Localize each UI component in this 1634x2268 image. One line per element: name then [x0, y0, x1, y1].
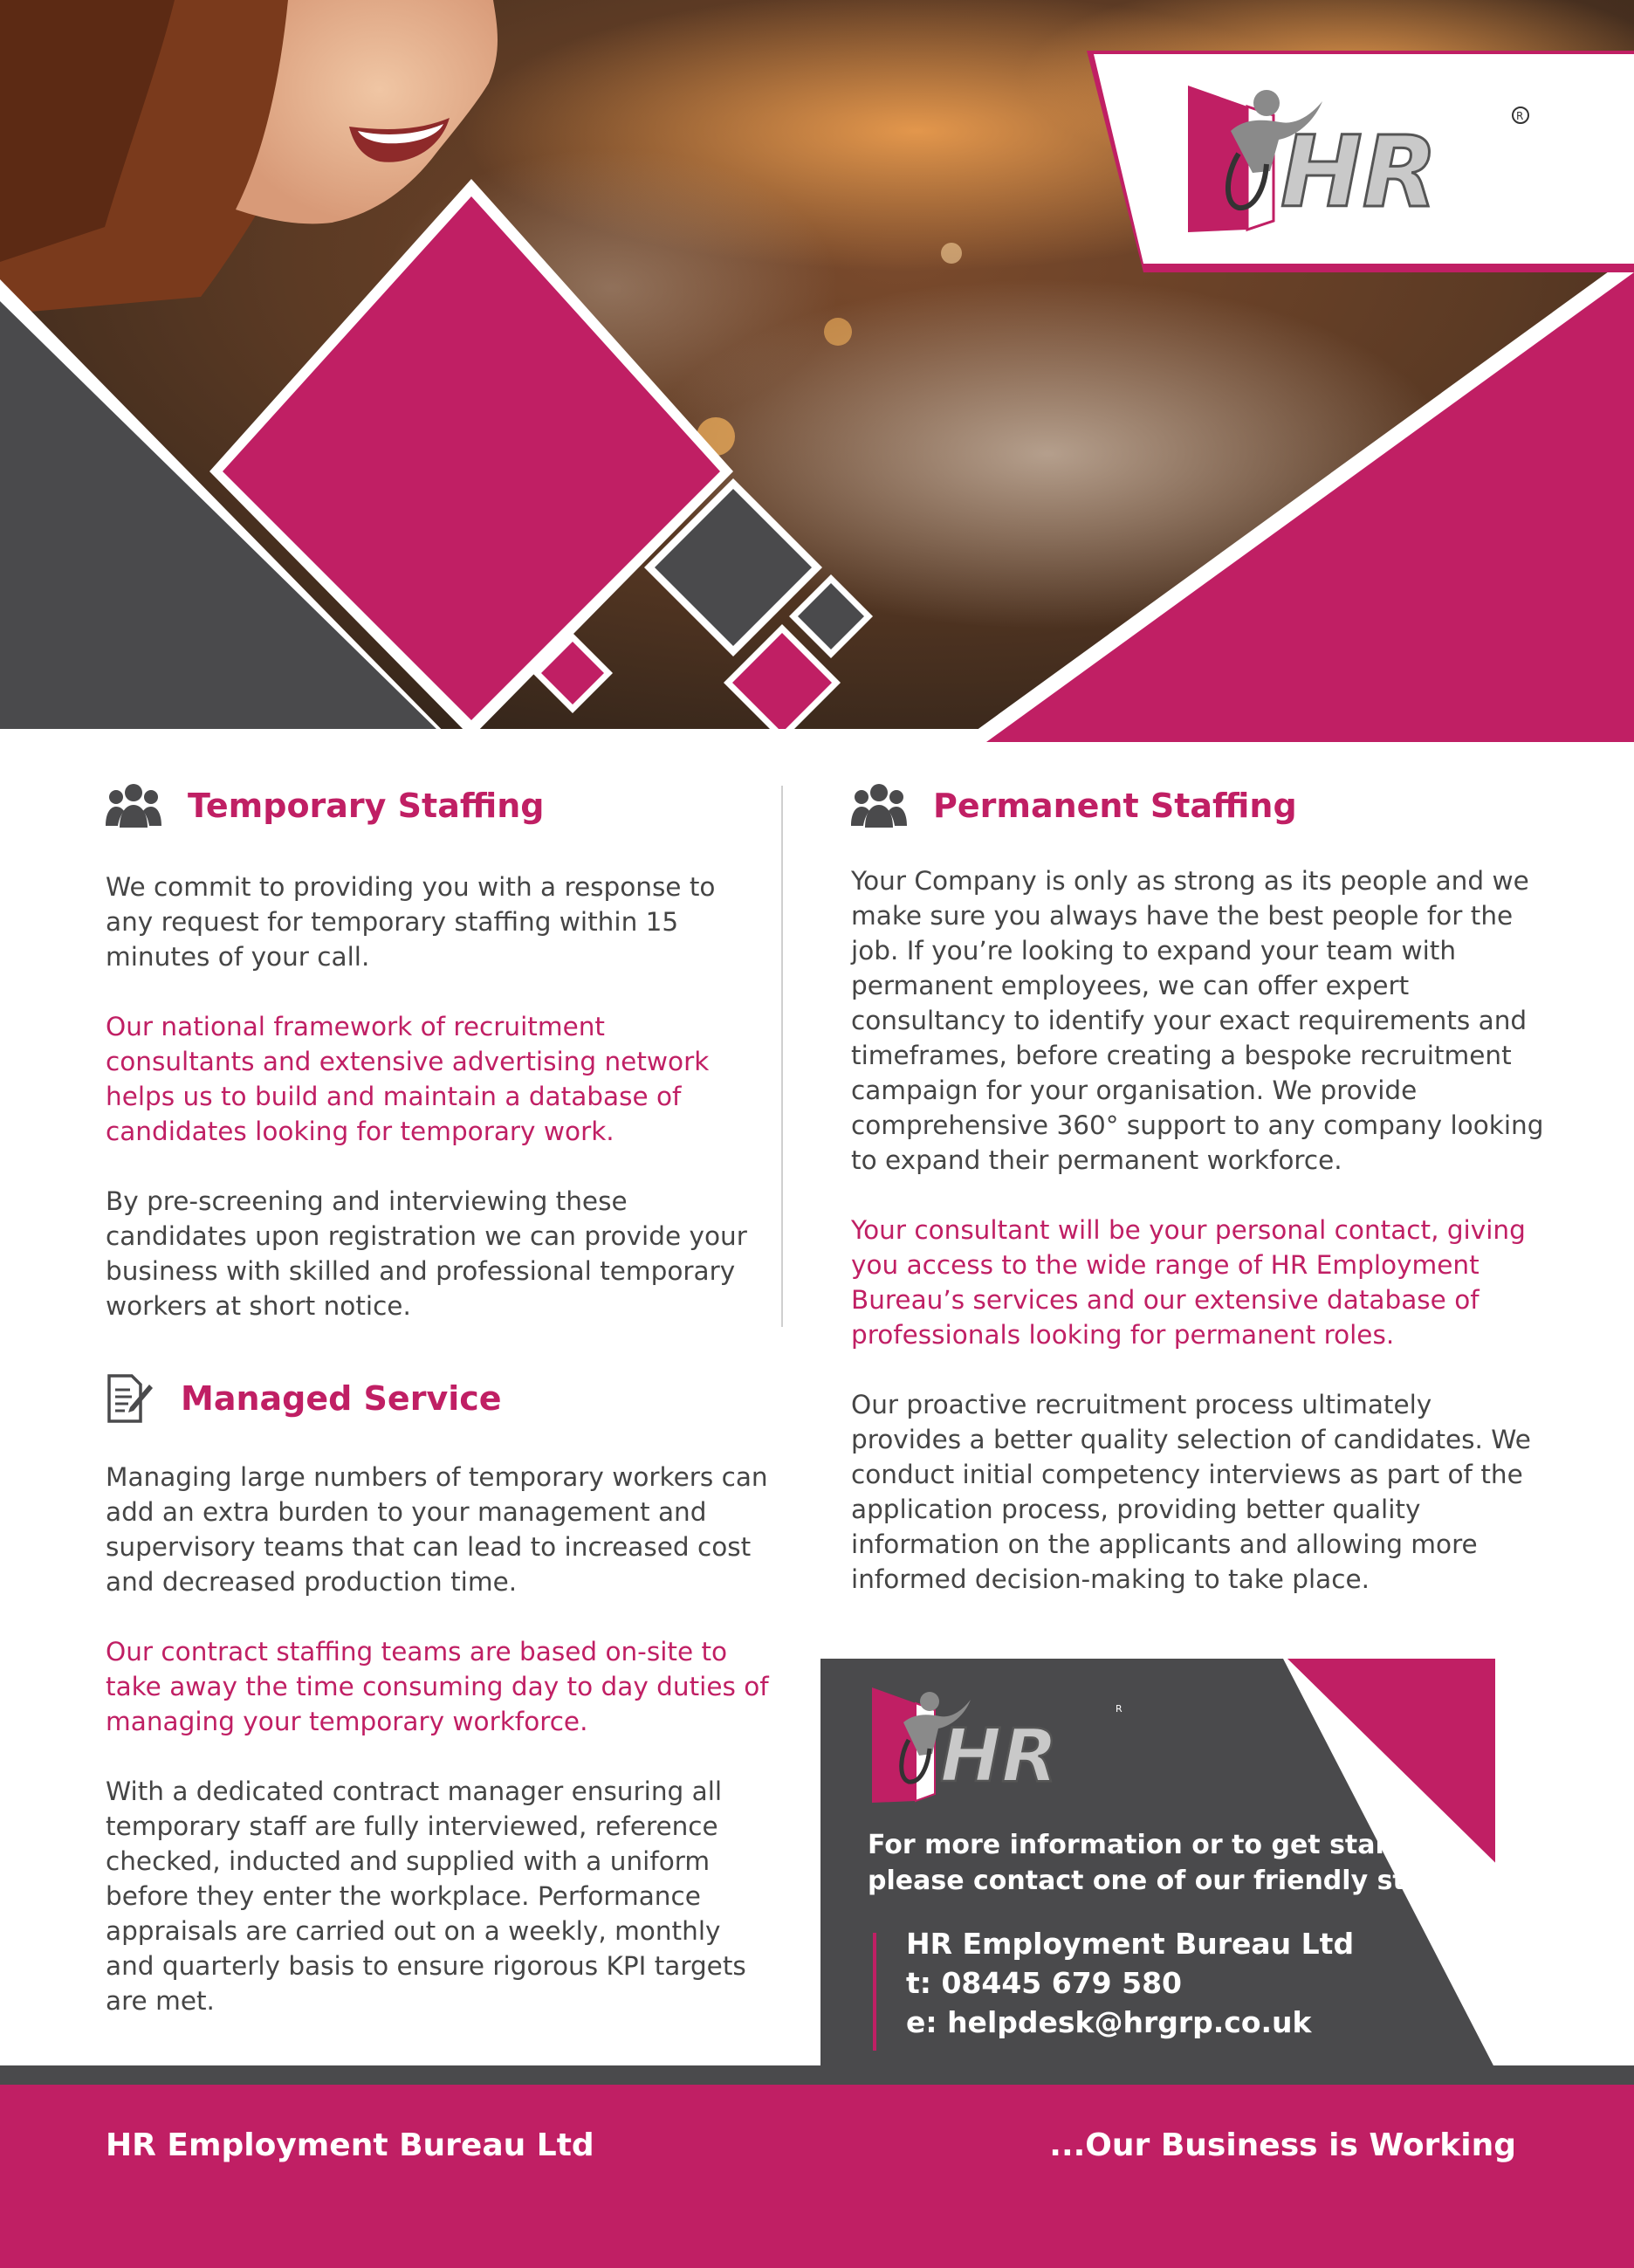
contact-box: [820, 1659, 1495, 2069]
temporary-staffing-title: Temporary Staffing: [188, 787, 545, 825]
contact-company: HR Employment Bureau Ltd: [906, 1927, 1355, 1961]
temporary-staffing-heading: [106, 782, 544, 829]
footer-divider: [0, 2065, 1634, 2085]
managed-service-heading: [106, 1372, 502, 1425]
svg-text:R: R: [1516, 110, 1524, 122]
svg-text:R: R: [1116, 1703, 1123, 1715]
contact-details: [906, 1924, 1354, 2042]
temporary-paragraph-2: Our national framework of recruitment consultants and extensive advertising network helps us to build and maintain a database of candidates looking for temporary work.: [106, 1012, 710, 1146]
contact-lead-text: [868, 1827, 1454, 1899]
people-icon: [851, 782, 907, 829]
temporary-staffing-body: [106, 869, 752, 1358]
permanent-staffing-heading: [851, 782, 1297, 829]
column-divider: [781, 786, 783, 1327]
footer-company-name: HR Employment Bureau Ltd: [106, 2127, 594, 2163]
contact-phone[interactable]: t: 08445 679 580: [906, 1966, 1183, 2000]
svg-text:HR: HR: [940, 1713, 1058, 1798]
people-icon: [106, 782, 161, 829]
managed-paragraph-1: Managing large numbers of temporary workers can add an extra burden to your management and supervisory teams that can lead to increased cost and decreased production time.: [106, 1462, 768, 1597]
document-pen-icon: [106, 1372, 154, 1425]
managed-service-body: [106, 1460, 769, 2053]
temporary-paragraph-1: We commit to providing you with a response to any request for temporary staffing within 15 minutes of your call.: [106, 872, 716, 972]
permanent-staffing-body: [851, 863, 1549, 1632]
hero-banner: [0, 0, 1634, 742]
footer: [0, 2085, 1634, 2268]
contact-email[interactable]: e: helpdesk@hrgrp.co.uk: [906, 2005, 1312, 2039]
contact-lead-line-1: For more information or to get started,: [868, 1830, 1447, 1860]
footer-tagline: ...Our Business is Working: [1049, 2127, 1516, 2163]
contact-hr-logo: [868, 1680, 1130, 1811]
hr-logo: [1183, 77, 1541, 243]
managed-service-title: Managed Service: [181, 1379, 502, 1418]
temporary-paragraph-3: By pre-screening and interviewing these candidates upon registration we can provide your business with skilled and professional temporary workers at short notice.: [106, 1186, 747, 1321]
contact-lead-line-2: please contact one of our friendly staff.: [868, 1866, 1454, 1896]
permanent-paragraph-2: Your consultant will be your personal contact, giving you access to the wide range of HR Employment Bureau’s services and our extensive database of professionals looking for permanent roles.: [851, 1215, 1526, 1350]
managed-paragraph-2: Our contract staffing teams are based on-site to take away the time consuming day to day duties of managing your temporary workforce.: [106, 1637, 769, 1736]
contact-accent-bar: [873, 1933, 876, 2051]
managed-paragraph-3: With a dedicated contract manager ensuring all temporary staff are fully interviewed, reference checked, inducted and supplied with a uniform before they enter the workplace. Performance appraisals are carried out on a weekly, monthly and quarterly basis to ensure rigorous KPI targets are met.: [106, 1777, 746, 2016]
permanent-paragraph-3: Our proactive recruitment process ultimately provides a better quality selection of candidates. We conduct initial competency interviews as part of the application process, providing better quality information on the applicants and allowing more informed decision-making to take place.: [851, 1390, 1531, 1594]
permanent-paragraph-1: Your Company is only as strong as its people and we make sure you always have the best people for the job. If you’re looking to expand your team with permanent employees, we can offer expert consultancy to identify your exact requirements and timeframes, before creating a bespoke recruitment campaign for your organisation. We provide comprehensive 360° support to any company looking to expand their permanent workforce.: [851, 866, 1544, 1175]
svg-text:HR: HR: [1280, 116, 1438, 230]
permanent-staffing-title: Permanent Staffing: [933, 787, 1297, 825]
